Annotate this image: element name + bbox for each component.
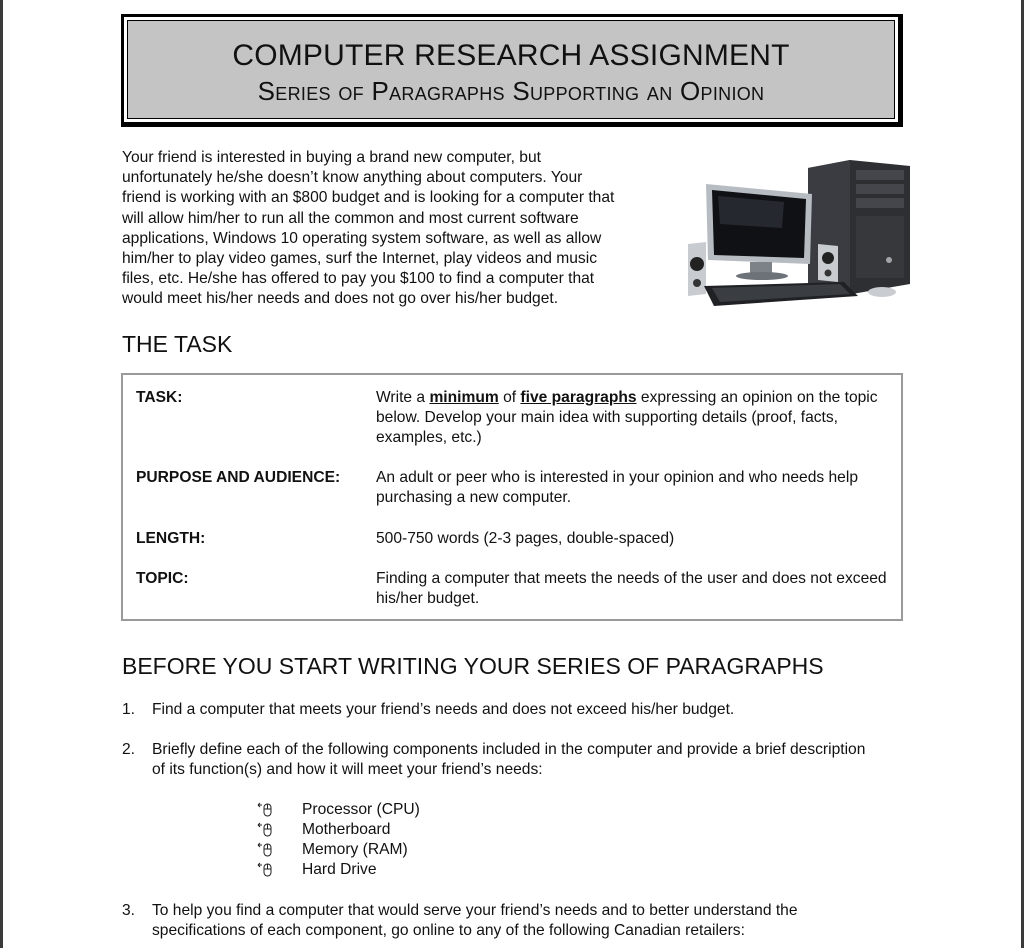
mouse-bullet-icon [256, 822, 274, 838]
keyboard-icon [704, 282, 858, 306]
section-heading-before: BEFORE YOU START WRITING YOUR SERIES OF PARAGRAPHS [122, 653, 824, 679]
desktop-computer-image [684, 156, 916, 312]
list-item [122, 740, 882, 780]
intro-line: applications, Windows 10 operating system software, as well as allow [122, 229, 602, 247]
list-item-text: Briefly define each of the following components included in the computer and provide a brief description of its function(s) and how it will meet your friend’s needs: [152, 741, 866, 778]
purpose-label: PURPOSE AND AUDIENCE: [136, 469, 341, 486]
document-title: COMPUTER RESEARCH ASSIGNMENT [232, 39, 790, 72]
title-banner [127, 20, 895, 119]
task-emphasis-five-paragraphs: five paragraphs [520, 389, 637, 406]
mouse-bullet-icon [256, 802, 274, 818]
topic-description: Finding a computer that meets the needs of the user and does not exceed his/her budget. [376, 570, 887, 607]
speaker-right-icon [818, 244, 838, 282]
intro-line: unfortunately he/she doesn’t know anything about computers. Your [122, 169, 583, 187]
topic-label: TOPIC: [136, 570, 189, 587]
list-item-text: Find a computer that meets your friend’s needs and does not exceed his/her budget. [152, 701, 735, 718]
task-text-mid: of [498, 389, 521, 406]
intro-line: him/her to play video games, surf the Internet, play videos and music [122, 250, 597, 268]
intro-line: files, etc. He/she has offered to pay you $100 to find a computer that [122, 270, 595, 288]
intro-line: would meet his/her needs and does not go over his/her budget. [122, 290, 559, 308]
task-emphasis-minimum: minimum [429, 389, 499, 406]
intro-line: Your friend is interested in buying a brand new computer, but [122, 149, 541, 166]
purpose-description: An adult or peer who is interested in your opinion and who needs help purchasing a new computer. [376, 469, 858, 506]
page-edge-left [0, 0, 3, 948]
speaker-left-icon [688, 242, 706, 296]
list-number: 2. [122, 741, 136, 758]
list-item [122, 901, 882, 941]
section-heading-task: THE TASK [122, 331, 233, 357]
list-item-text: To help you find a computer that would serve your friend’s needs and to better understand the specifications of each component, go online to any of the following Canadian retailers: [152, 902, 798, 939]
task-text-pre: Write a [376, 389, 430, 406]
task-table [121, 373, 903, 621]
task-label: TASK: [136, 389, 183, 406]
length-description: 500-750 words (2-3 pages, double-spaced) [376, 530, 675, 547]
length-label: LENGTH: [136, 530, 206, 547]
task-description [376, 388, 892, 448]
mouse-icon [868, 287, 896, 297]
list-item [122, 700, 882, 720]
intro-paragraph [122, 148, 670, 310]
intro-line: will allow him/her to run all the common and most current software [122, 209, 579, 227]
mouse-bullet-icon [256, 862, 274, 878]
component-label: Hard Drive [302, 861, 377, 878]
document-subtitle: Series of Paragraphs Supporting an Opinion [257, 76, 765, 106]
mouse-bullet-icon [256, 842, 274, 858]
list-number: 1. [122, 701, 136, 718]
intro-line: friend is working with an $800 budget and is looking for a computer that [122, 189, 615, 207]
component-label: Memory (RAM) [302, 841, 408, 858]
monitor-icon [706, 184, 812, 280]
component-label: Processor (CPU) [302, 801, 420, 818]
component-label: Motherboard [302, 821, 391, 838]
task-text-post: expressing an opinion on the topic below. Develop your main idea with supporting details (proof, facts, examples, etc.) [376, 389, 878, 446]
list-number: 3. [122, 902, 136, 919]
title-box [121, 14, 903, 127]
